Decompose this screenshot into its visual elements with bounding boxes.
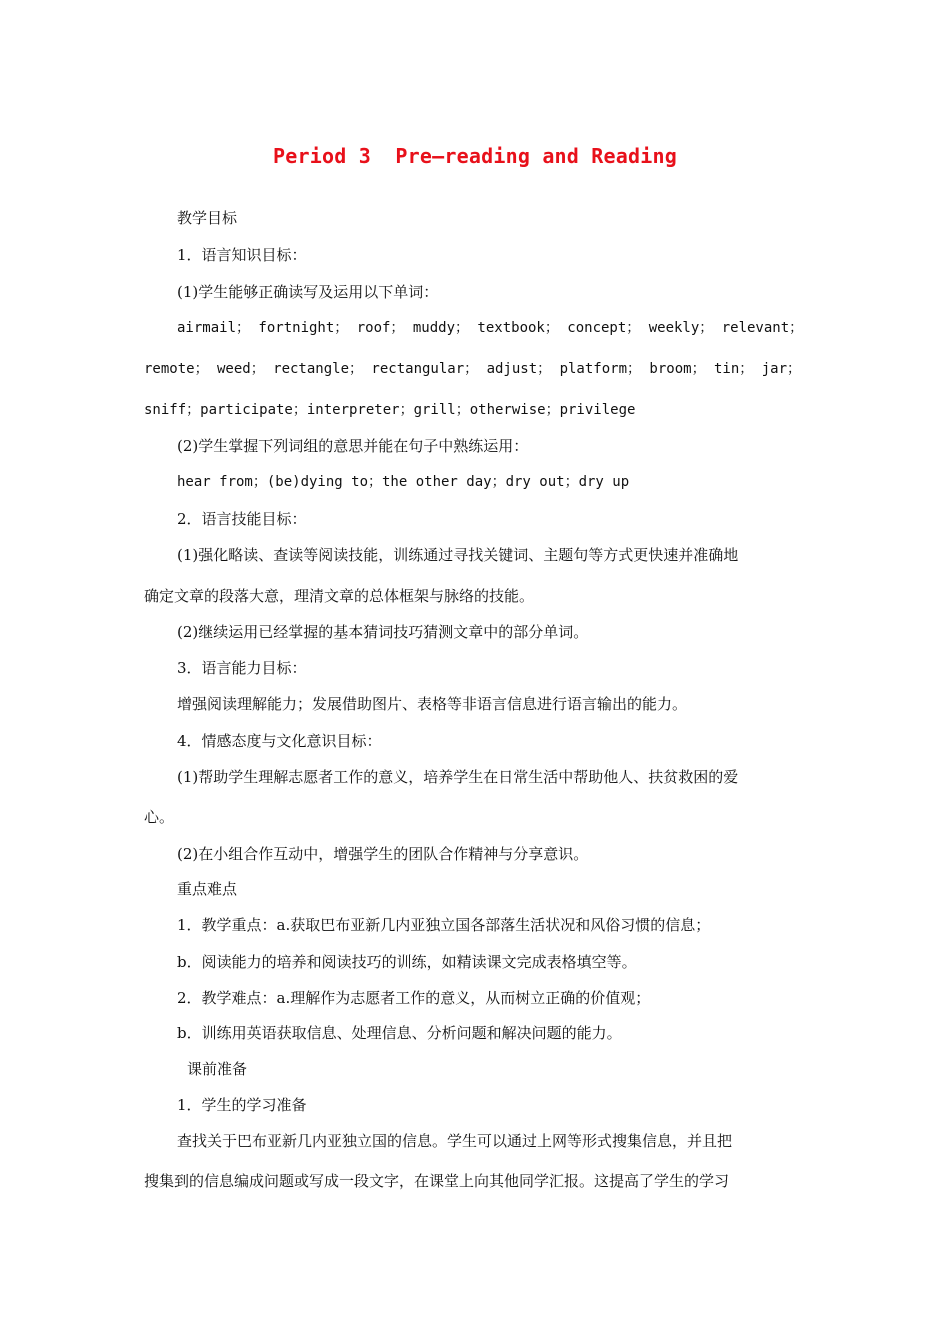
key-point-1: 1．教学重点：a.获取巴布亚新几内亚独立国各部落生活状况和风俗习惯的信息； [177,916,711,934]
vocabulary-line-3: sniff；participate；interpreter；grill；otherwise；privilege [144,402,636,418]
section-heading-teaching-goals: 教学目标 [177,209,238,227]
goal-1-item-2: (2)学生掌握下列词组的意思并能在句子中熟练运用： [177,437,529,455]
goal-1-item-1: (1)学生能够正确读写及运用以下单词： [177,283,439,301]
section-heading-key-points: 重点难点 [177,880,238,898]
phrases-line: hear from；(be)dying to；the other day；dry out；dry up [177,474,630,490]
goal-4-item-1-line-1: (1)帮助学生理解志愿者工作的意义，培养学生在日常生活中帮助他人、扶贫救困的爱 [177,768,739,786]
goal-2-item-1-line-1: (1)强化略读、查读等阅读技能，训练通过寻找关键词、主题句等方式更快速并准确地 [177,546,739,564]
section-heading-preparation: 课前准备 [187,1060,248,1078]
preparation-text-line-1: 查找关于巴布亚新几内亚独立国的信息。学生可以通过上网等形式搜集信息，并且把 [177,1132,733,1150]
goal-2-item-1-line-2: 确定文章的段落大意，理清文章的总体框架与脉络的技能。 [144,587,535,605]
preparation-1-heading: 1．学生的学习准备 [177,1096,307,1114]
goal-2-item-2: (2)继续运用已经掌握的基本猜词技巧猜测文章中的部分单词。 [177,623,589,641]
difficult-point-2b: b．训练用英语获取信息、处理信息、分析问题和解决问题的能力。 [177,1024,622,1042]
goal-2-heading: 2．语言技能目标： [177,510,307,528]
goal-4-item-2: (2)在小组合作互动中，增强学生的团队合作精神与分享意识。 [177,845,589,863]
vocabulary-line-2: remote； weed； rectangle； rectangular； adjust； platform； broom； tin； jar； [144,361,802,377]
key-point-1b: b．阅读能力的培养和阅读技巧的训练，如精读课文完成表格填空等。 [177,953,637,971]
goal-4-heading: 4．情感态度与文化意识目标： [177,732,382,750]
difficult-point-2: 2．教学难点：a.理解作为志愿者工作的意义，从而树立正确的价值观； [177,989,651,1007]
goal-1-heading: 1．语言知识目标： [177,246,307,264]
goal-3-text: 增强阅读理解能力；发展借助图片、表格等非语言信息进行语言输出的能力。 [177,695,688,713]
goal-3-heading: 3．语言能力目标： [177,659,307,677]
document-title: Period 3 Pre—reading and Reading [273,144,677,168]
preparation-text-line-2: 搜集到的信息编成问题或写成一段文字，在课堂上向其他同学汇报。这提高了学生的学习 [144,1172,730,1190]
vocabulary-line-1: airmail； fortnight； roof； muddy； textbook； concept； weekly； relevant； [177,320,804,336]
goal-4-item-1-line-2: 心。 [144,808,175,826]
